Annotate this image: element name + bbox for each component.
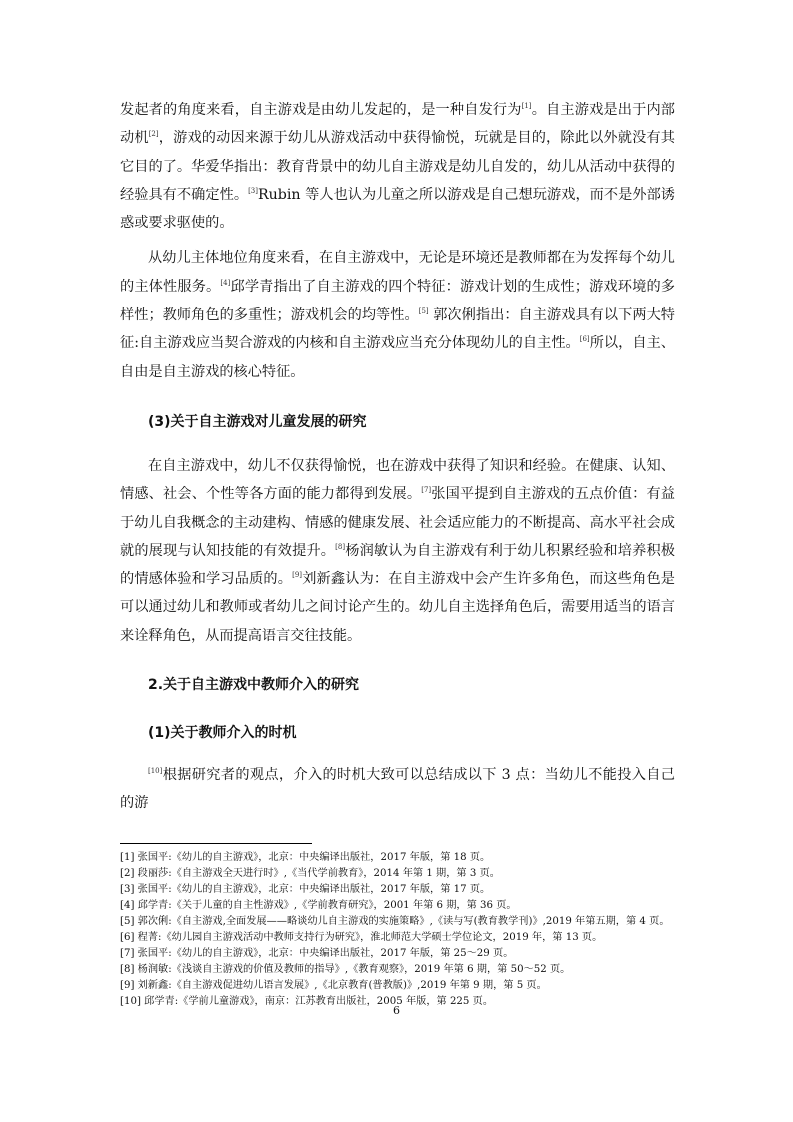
footnote: [4] 邱学青:《关于儿童的自主性游戏》,《学前教育研究》，2001 年第 6 期，第 36 页。 xyxy=(120,900,517,911)
citation-marker: [8] xyxy=(335,542,346,551)
page-number: 6 xyxy=(393,1004,400,1017)
text-run: ，游戏的动因来源于幼儿从游戏活动中获得愉悦，玩就是目的，除此以外就没有其它目的了。华爱华指出：教育背景中的幼儿自主游戏是幼儿自发的，幼儿从活动中获得的经验具有不确定性。 xyxy=(120,130,675,203)
footnote: [6] 程菁:《幼儿园自主游戏活动中教师支持行为研究》，淮北师范大学硕士学位论文，2019 年，第 13 页。 xyxy=(120,932,603,943)
footnote: [8] 杨润敏:《浅谈自主游戏的价值及教师的指导》,《教育观察》，2019 年第 6 期，第 50～52 页。 xyxy=(120,964,571,975)
footnote: [2] 段丽莎:《自主游戏全天进行时》,《当代学前教育》，2014 年第 1 期，第 3 页。 xyxy=(120,868,500,879)
footnote: [7] 张国平:《幼儿的自主游戏》，北京：中央编译出版社，2017 年版，第 25～29 页。 xyxy=(120,948,514,959)
section-heading: (1)关于教师介入的时机 xyxy=(148,725,297,742)
paragraph xyxy=(120,761,675,818)
text-run: 。自主游戏是出于内部动机 xyxy=(120,102,675,147)
text-run: Rubin 等人也认为儿童之所以游戏是自己想玩游戏，而不是外部诱惑或要求驱使的。 xyxy=(120,186,675,232)
paragraph xyxy=(120,244,675,385)
text-run: 所以，自主、自由是自主游戏的核心特征。 xyxy=(120,335,675,380)
footnote: [1] 张国平:《幼儿的自主游戏》，北京：中央编译出版社，2017 年版，第 18 页。 xyxy=(120,852,491,863)
citation-marker: [10] xyxy=(148,767,163,776)
footnote: [3] 张国平:《幼儿的自主游戏》，北京：中央编译出版社，2017 年版，第 17 页。 xyxy=(120,884,491,895)
text-run: 杨润敏认为自主游戏有利于幼儿积累经验和培养积极的情感体验和学习品质的。 xyxy=(120,542,675,588)
text-run: 张国平提到自主游戏的五点价值：有益于幼儿自我概念的主动建构、情感的健康发展、社会适应能力的不断提高、高水平社会成就的展现与认知技能的有效提升。 xyxy=(120,486,675,559)
footnote-separator xyxy=(120,843,312,844)
footnote: [9] 刘新鑫:《自主游戏促进幼儿语言发展》,《北京教育(普教版)》,2019 年第 9 期，第 5 页。 xyxy=(120,980,547,991)
citation-marker: [4] xyxy=(220,278,231,287)
citation-marker: [7] xyxy=(421,486,432,495)
citation-marker: [3] xyxy=(248,186,258,195)
text-run: 在自主游戏中，幼儿不仅获得愉悦，也在游戏中获得了知识和经验。在健康、认知、情感、社会、个性等各方面的能力都得到发展。 xyxy=(120,457,675,503)
citation-marker: [2] xyxy=(148,130,159,139)
text-run: 刘新鑫认为：在自主游戏中会产生许多角色，而这些角色是可以通过幼儿和教师或者幼儿之间讨论产生的。幼儿自主选择角色后，需要用适当的语言来诠释角色，从而提高语言交往技能。 xyxy=(120,571,675,644)
main-text xyxy=(120,96,675,818)
text-run: 根据研究者的观点，介入的时机大致可以总结成以下 3 点：当幼儿不能投入自己的游 xyxy=(120,767,675,812)
citation-marker: [5] xyxy=(418,307,429,316)
text-run: 从幼儿主体地位角度来看，在自主游戏中，无论是环境还是教师都在为发挥每个幼儿的主体性服务。 xyxy=(120,250,675,295)
footnote: [10] 邱学青:《学前儿童游戏》，南京：江苏教育出版社，2005 年版，第 225 页。 xyxy=(120,996,494,1007)
section-heading: (3)关于自主游戏对儿童发展的研究 xyxy=(148,413,367,430)
section-heading: 2.关于自主游戏中教师介入的研究 xyxy=(148,677,360,694)
footnotes xyxy=(120,850,680,1010)
text-run: 郭次俐指出：自主游戏具有以下两大特征:自主游戏应当契合游戏的内核和自主游戏应当充分体现幼儿的自主性。 xyxy=(120,307,675,352)
footnote: [5] 郭次俐:《自主游戏,全面发展——略谈幼儿自主游戏的实施策略》,《读与写(教育教学刊)》,2019 年第五期，第 4 页。 xyxy=(120,916,670,927)
paragraph xyxy=(120,452,675,650)
citation-marker: [1] xyxy=(521,102,532,110)
text-run: 发起者的角度来看，自主游戏是由幼儿发起的，是一种自发行为 xyxy=(120,102,522,118)
citation-marker: [9] xyxy=(292,571,303,580)
paragraph xyxy=(120,96,675,237)
citation-marker: [6] xyxy=(579,335,590,344)
text-run: 邱学青指出了自主游戏的四个特征：游戏计划的生成性；游戏环境的多样性；教师角色的多重性；游戏机会的均等性。 xyxy=(120,278,675,324)
